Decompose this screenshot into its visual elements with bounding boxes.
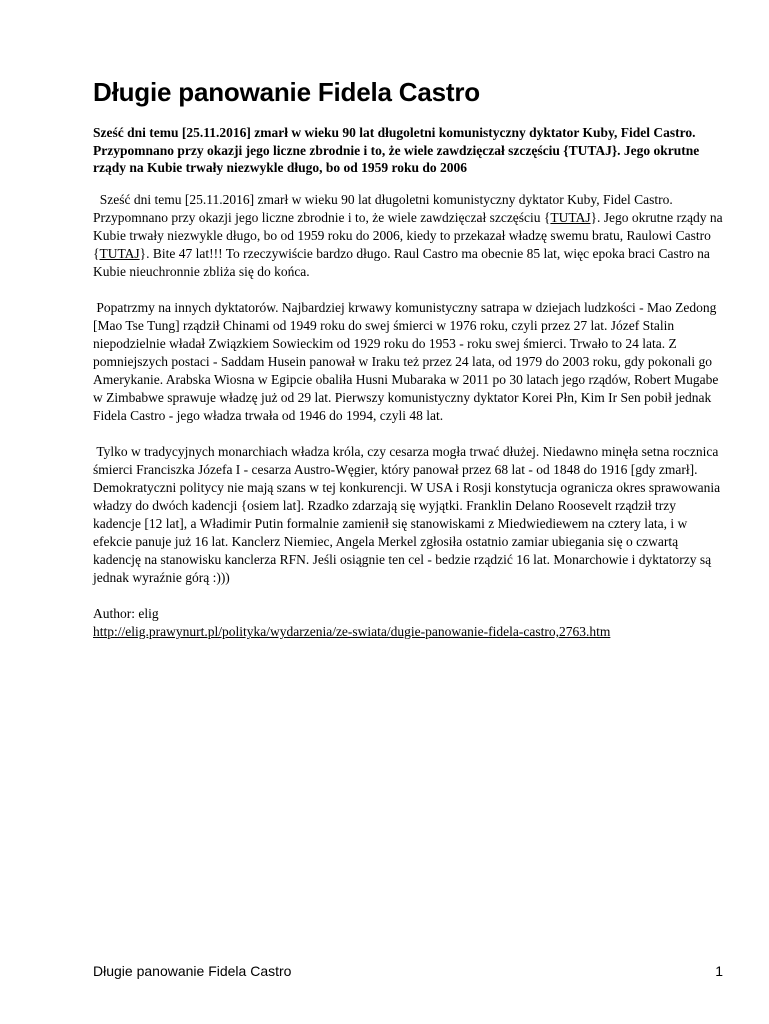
tutaj-link-2[interactable]: TUTAJ — [99, 246, 140, 261]
paragraph-1-text-b: }. Jego okrutne rządy na Kubie trwały niezwykle długo, bo od 1959 roku do 2006, kiedy to przekazał władzę swemu bratu, Raulowi Castro { — [93, 210, 723, 261]
page-number: 1 — [715, 963, 723, 979]
source-link[interactable]: http://elig.prawynurt.pl/polityka/wydarzenia/ze-swiata/dugie-panowanie-fidela-castro,2763.htm — [93, 624, 611, 639]
page-title: Długie panowanie Fidela Castro — [93, 77, 480, 107]
paragraph-1 — [93, 191, 725, 281]
paragraph-3-text: Tylko w tradycyjnych monarchiach władza króla, czy cesarza mogła trwać dłużej. Niedawno minęła setna rocznica śmierci Franciszka Józefa I - cesarza Austro-Węgier, który panował przez 68 lat - od 1848 do 1916 [gdy zmarł]. Demokratyczni politycy nie mają szans w tej konkurencji. W USA i Rosji konstytucja ogranicza okres sprawowania władzy do dwóch kadencji {osiem lat]. Rzadko zdarzają się wyjątki. Franklin Delano Roosevelt rządził trzy kadencje [12 lat], a Władimir Putin formalnie zamienił się stanowiskami z Miedwiediewem na cztery lata, i w efekcie panuje już 16 lat. Kanclerz Niemiec, Angela Merkel zgłosiła ostatnio zamiar ubiegania się o czwartą kadencję na stanowisku kanclerza RFN. Jeśli osiągnie ten cel - bedzie rządzić 16 lat. Monarchowie i dyktatorzy są jednak wyraźnie górą :))) — [93, 444, 721, 585]
footer-title: Długie panowanie Fidela Castro — [93, 963, 292, 979]
author-block — [93, 605, 725, 641]
paragraph-3 — [93, 443, 725, 587]
lead-paragraph: Sześć dni temu [25.11.2016] zmarł w wieku 90 lat długoletni komunistyczny dyktator Kuby, Fidel Castro. Przypomnano przy okazji jego liczne zbrodnie i to, że wiele zawdzięczał szczęściu {TUTAJ}. Jego okrutne rządy na Kubie trwały niezwykle długo, bo od 1959 roku do 2006 — [93, 125, 700, 175]
paragraph-2-text: Popatrzmy na innych dyktatorów. Najbardziej krwawy komunistyczny satrapa w dziejach ludzkości - Mao Zedong [Mao Tse Tung] rządził Chinami od 1949 roku do swej śmierci w 1976 roku, czyli przez 27 lat. Józef Stalin niepodzielnie władał Związkiem Sowieckim od 1929 roku do 1953 - roku swej śmierci. Trwało to 24 lata. Z pomniejszych postaci - Saddam Husein panował w Iraku też przez 24 lata, od 1979 do 2003 roku, gdy pokonali go Amerykanie. Arabska Wiosna w Egipcie obaliła Husni Mubaraka w 2011 po 30 latach jego rządów, Robert Mugabe w Zimbabwe sprawuje władzę już od 29 lat. Pierwszy komunistyczny dyktator Korei Płn, Kim Ir Sen pobił jednak Fidela Castro - jego władza trwała od 1946 do 1994, czyli 48 lat. — [93, 300, 719, 423]
article-body — [93, 191, 725, 641]
author-line: Author: elig — [93, 606, 159, 621]
tutaj-link-1[interactable]: TUTAJ — [550, 210, 591, 225]
paragraph-1-text-c: }. Bite 47 lat!!! To rzeczywiście bardzo długo. Raul Castro ma obecnie 85 lat, więc epoka braci Castro na Kubie nieuchronnie zbliża się do końca. — [93, 246, 710, 279]
paragraph-2 — [93, 299, 725, 425]
paragraph-1-text-a: Sześć dni temu [25.11.2016] zmarł w wieku 90 lat długoletni komunistyczny dyktator Kuby, Fidel Castro. Przypomnano przy okazji jego liczne zbrodnie i to, że wiele zawdzięczał szczęściu { — [93, 192, 673, 225]
